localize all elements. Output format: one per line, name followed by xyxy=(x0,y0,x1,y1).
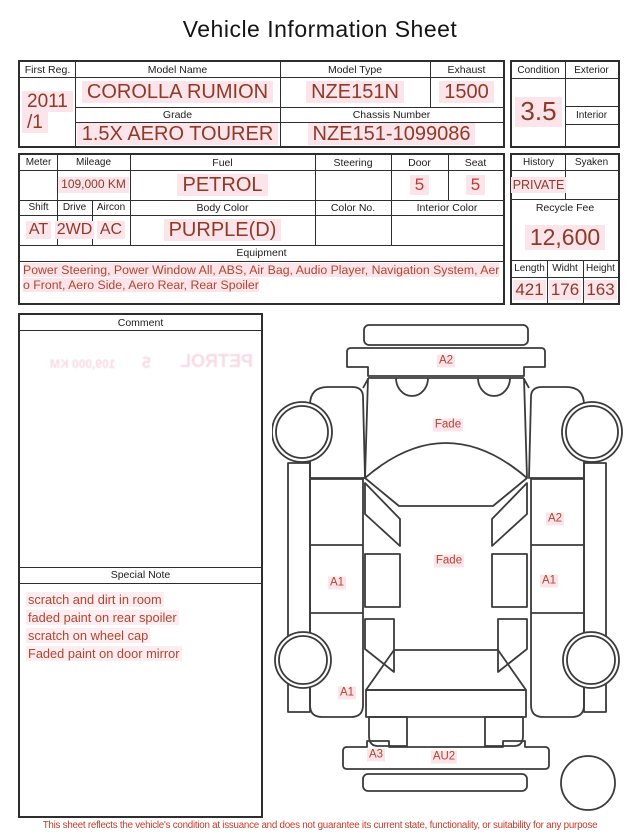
interior-label: Interior xyxy=(575,109,608,121)
width-value: 176 xyxy=(550,280,580,300)
shift-label: Shift xyxy=(28,202,49,213)
damage-label-rear-bumper-center: AU2 xyxy=(432,750,456,763)
equipment-list: Power Steering, Power Window All, ABS, Air Bag, Audio Player, Navigation System, Aero Front, Aero Side, Aero Rear, Rear Spoiler xyxy=(23,263,500,292)
length-value: 421 xyxy=(515,280,544,300)
rear-lower-strip xyxy=(363,774,527,791)
windshield xyxy=(365,443,527,506)
wheel-rear-left xyxy=(275,632,331,688)
aircon-label: Aircon xyxy=(96,202,126,213)
model-name-label: Model Name xyxy=(147,63,208,76)
height-value: 163 xyxy=(586,280,615,300)
damage-label-rear-bumper-left: A3 xyxy=(368,748,384,761)
right-quarter-window xyxy=(498,619,527,672)
recycle-fee-label: Recycle Fee xyxy=(535,202,595,214)
damage-label-hood: Fade xyxy=(434,418,462,431)
body-color-label: Body Color xyxy=(196,201,249,214)
condition-label: Condition xyxy=(517,64,560,76)
fuel-label: Fuel xyxy=(212,156,233,169)
damage-label-left-rear-door: A1 xyxy=(329,576,345,589)
page-title: Vehicle Information Sheet xyxy=(182,16,458,42)
special-note-line: scratch on wheel cap xyxy=(28,628,149,643)
meter-label: Meter xyxy=(25,157,52,168)
wheel-front-right xyxy=(562,402,622,462)
equipment-label: Equipment xyxy=(236,247,287,259)
recycle-fee-value: 12,600 xyxy=(512,216,618,259)
seat-label: Seat xyxy=(464,156,487,169)
disclaimer-text: This sheet reflects the vehicle's condition at issuance and does not guarantee its current state, functionality, or suitability for any purpose xyxy=(42,820,598,831)
car-diagram xyxy=(272,315,638,820)
width-label: Widht xyxy=(552,263,578,274)
model-type-value: NZE151N xyxy=(280,78,430,106)
exhaust-label: Exhaust xyxy=(447,63,486,76)
mileage-label: Mileage xyxy=(75,157,112,168)
left-quarter-window xyxy=(365,619,394,672)
seat-value: 5 xyxy=(448,171,503,199)
spare-wheel xyxy=(561,756,615,810)
damage-label-right-front-door: A2 xyxy=(547,512,563,525)
damage-label-front-bumper: A2 xyxy=(438,354,454,367)
wheel-rear-right xyxy=(563,632,619,688)
history-label: History xyxy=(522,157,555,168)
front-grille-strip xyxy=(364,325,528,345)
shift-value: AT xyxy=(20,216,57,244)
mileage-value: 109,000 KM xyxy=(57,171,130,199)
specs-table xyxy=(18,153,505,305)
door-label: Door xyxy=(408,156,431,169)
interior-color-label: Interior Color xyxy=(416,201,478,214)
condition-table xyxy=(510,60,620,148)
aircon-value: AC xyxy=(92,216,130,244)
left-rear-window xyxy=(365,554,400,607)
grade-label: Grade xyxy=(162,108,193,121)
special-note-line: faded paint on rear spoiler xyxy=(28,610,177,625)
chassis-number-value: NZE151-1099086 xyxy=(280,123,503,145)
wheels xyxy=(272,402,622,810)
rear-window xyxy=(366,650,526,690)
history-table xyxy=(510,153,620,305)
door-value: 5 xyxy=(391,171,448,199)
exterior-label: Exterior xyxy=(574,64,609,76)
exhaust-value: 1500 xyxy=(430,78,503,106)
model-type-label: Model Type xyxy=(327,63,383,76)
first-reg-label: First Reg. xyxy=(24,63,71,76)
trunk-panel xyxy=(366,690,526,717)
height-label: Height xyxy=(586,263,615,274)
damage-label-roof: Fade xyxy=(435,554,463,567)
fuel-value: PETROL xyxy=(130,171,315,199)
steering-label: Steering xyxy=(333,156,373,169)
special-note-text xyxy=(26,591,256,663)
comment-panel xyxy=(18,313,263,818)
special-note-label: Special Note xyxy=(110,569,171,581)
right-rear-window xyxy=(492,554,527,607)
drive-value: 2WD xyxy=(56,221,93,239)
comment-label: Comment xyxy=(117,316,164,329)
damage-label-right-rear-door: A1 xyxy=(541,574,557,587)
history-value: PRIVATE xyxy=(512,177,565,192)
grade-value: 1.5X AERO TOURER xyxy=(75,123,280,145)
drive-label: Drive xyxy=(62,202,87,213)
syaken-label: Syaken xyxy=(574,157,609,168)
bleedthrough-fuel: PETROL xyxy=(180,351,254,371)
chassis-number-label: Chassis Number xyxy=(352,108,431,121)
condition-value: 3.5 xyxy=(512,79,565,145)
model-name-value: COROLLA RUMION xyxy=(75,78,280,106)
length-label: Length xyxy=(514,263,545,274)
special-note-line: scratch and dirt in room xyxy=(28,592,162,607)
special-note-line: Faded paint on door mirror xyxy=(28,646,180,661)
vehicle-identity-table xyxy=(18,60,505,148)
first-reg-value: 2011 /1 xyxy=(22,79,75,145)
damage-label-left-quarter: A1 xyxy=(339,686,355,699)
headlight-arcs xyxy=(396,378,510,396)
body-color-value: PURPLE(D) xyxy=(130,216,315,244)
fender-joints xyxy=(363,379,529,388)
bleedthrough-mileage: 109,000 KM xyxy=(50,357,116,371)
color-no-label: Color No. xyxy=(330,201,376,214)
bleedthrough-door: 5 xyxy=(142,355,151,372)
wheel-front-left xyxy=(272,402,332,462)
car-diagram-svg xyxy=(272,315,638,820)
